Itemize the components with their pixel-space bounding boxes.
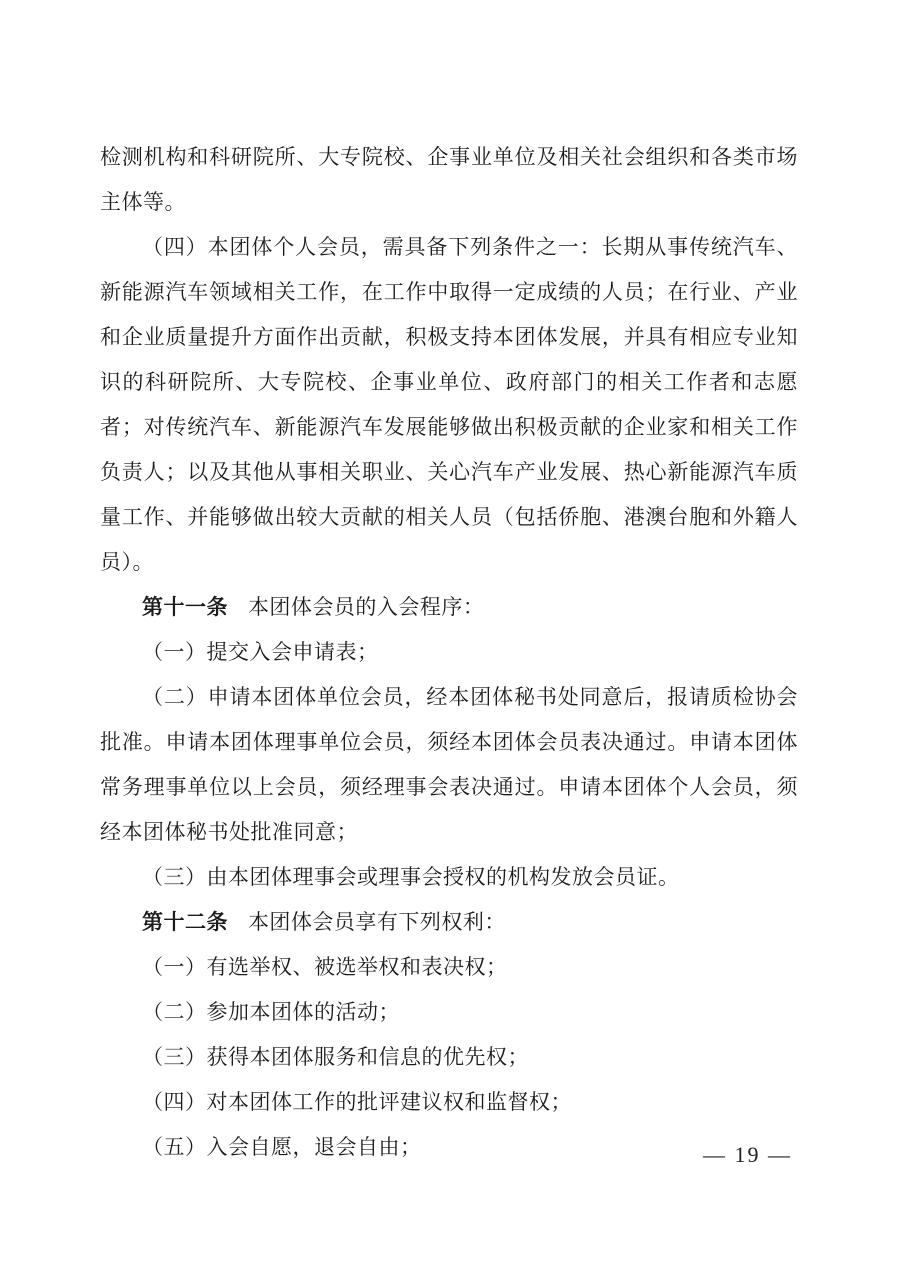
paragraph-right-item-5: （五）入会自愿，退会自由； — [142, 1135, 422, 1159]
paragraph-member-condition-4: （四）本团体个人会员，需具备下列条件之一：长期从事传统汽车、新能源汽车领域相关工作，在工作中取得一定成绩的人员；在行业、产业和企业质量提升方面作出贡献，积极支持本团体发展，并具有相应专业知识的科研院所、大专院校、企事业单位、政府部门的相关工作者和志愿者；对传统汽车、新能源汽车发展能够做出积极贡献的企业家和相关工作负责人；以及其他从事相关职业、关心汽车产业发展、热心新能源汽车质量工作、并能够做出较大贡献的相关人员（包括侨胞、港澳台胞和外籍人员）。 — [100, 235, 798, 574]
paragraph-continuation: 检测机构和科研院所、大专院校、企事业单位及相关社会组织和各类市场主体等。 — [100, 145, 798, 214]
article-12-paragraph — [100, 900, 798, 945]
article-11-text: 本团体会员的入会程序： — [247, 595, 485, 619]
paragraph-right-item-1: （一）有选举权、被选举权和表决权； — [142, 955, 508, 979]
paragraph-right-item-2: （二）参加本团体的活动； — [142, 1000, 400, 1024]
paragraph-procedure-item-3: （三）由本团体理事会或理事会授权的机构发放会员证。 — [142, 865, 680, 889]
paragraph-right-item-3: （三）获得本团体服务和信息的优先权； — [142, 1045, 529, 1069]
paragraph-procedure-item-1: （一）提交入会申请表； — [142, 640, 379, 664]
paragraph-right-item-4: （四）对本团体工作的批评建议权和监督权； — [142, 1090, 572, 1114]
article-11-paragraph — [100, 585, 798, 630]
article-12-number: 第十二条 — [142, 910, 228, 934]
article-12-text: 本团体会员享有下列权利： — [247, 910, 506, 934]
paragraph-procedure-item-2: （二）申请本团体单位会员，经本团体秘书处同意后，报请质检协会批准。申请本团体理事单位会员，须经本团体会员表决通过。申请本团体常务理事单位以上会员，须经理事会表决通过。申请本团体个人会员，须经本团体秘书处批准同意； — [100, 685, 798, 844]
page-footer — [703, 1140, 792, 1170]
page-number: — 19 — — [703, 1142, 792, 1167]
document-body — [100, 135, 798, 1170]
article-11-number: 第十一条 — [142, 595, 228, 619]
